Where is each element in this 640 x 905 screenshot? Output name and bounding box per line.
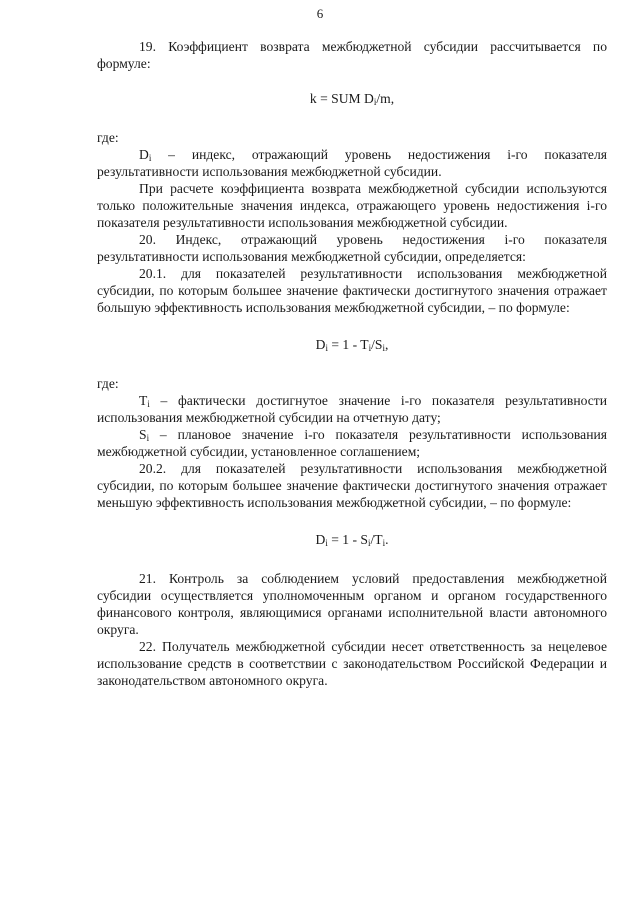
paragraph-20: 20. Индекс, отражающий уровень недостижения i-го показателя результативности использования межбюджетной субсидии, определяется: — [97, 232, 607, 264]
page-number: 6 — [316, 6, 324, 21]
formula-d-1: $D_i = 1 - T_i/S_i$, — [315, 337, 389, 353]
paragraph-20-1: 20.1. для показателей результативности использования межбюджетной субсидии, по которым большее значение фактически достигнутого значения отражает большую эффективность использования межбюджетной субсидии, – по формуле: — [97, 266, 607, 315]
definition-d: $D_i$ – индекс, отражающий уровень недостижения i-го показателя результативности использования межбюджетной субсидии. — [97, 147, 607, 179]
paragraph-21: 21. Контроль за соблюдением условий предоставления межбюджетной субсидии осуществляется уполномоченным органом и органом государственного финансового контроля, являющимися органами исполнительной власти автономного округа. — [97, 571, 607, 637]
definition-s: $S_i$ – плановое значение i-го показателя результативности использования межбюджетной субсидии, установленное соглашением; — [97, 427, 607, 459]
where-label-2: где: — [97, 376, 119, 391]
paragraph-22: 22. Получатель межбюджетной субсидии несет ответственность за нецелевое использование средств в соответствии с законодательством Российской Федерации и законодательством автономного округа. — [97, 639, 607, 688]
paragraph-19: 19. Коэффициент возврата межбюджетной субсидии рассчитывается по формуле: — [97, 39, 607, 71]
formula-k: k = SUM $D_i/m$, — [309, 91, 395, 107]
definition-t: $T_i$ – фактически достигнутое значение i-го показателя результативности использования межбюджетной субсидии на отчетную дату; — [97, 393, 607, 425]
paragraph-calc: При расчете коэффициента возврата межбюджетной субсидии используются только положительные значения индекса, отражающего уровень недостижения i-го показателя результативности использования межбюджетной субсидии. — [97, 181, 607, 230]
document-body — [97, 38, 607, 689]
formula-d-2: $D_i = 1 - S_i/T_i$. — [315, 532, 389, 548]
paragraph-20-2: 20.2. для показателей результативности использования межбюджетной субсидии, по которым большее значение фактически достигнутого значения отражает меньшую эффективность использования межбюджетной субсидии, – по формуле: — [97, 461, 607, 510]
where-label-1: где: — [97, 130, 119, 145]
